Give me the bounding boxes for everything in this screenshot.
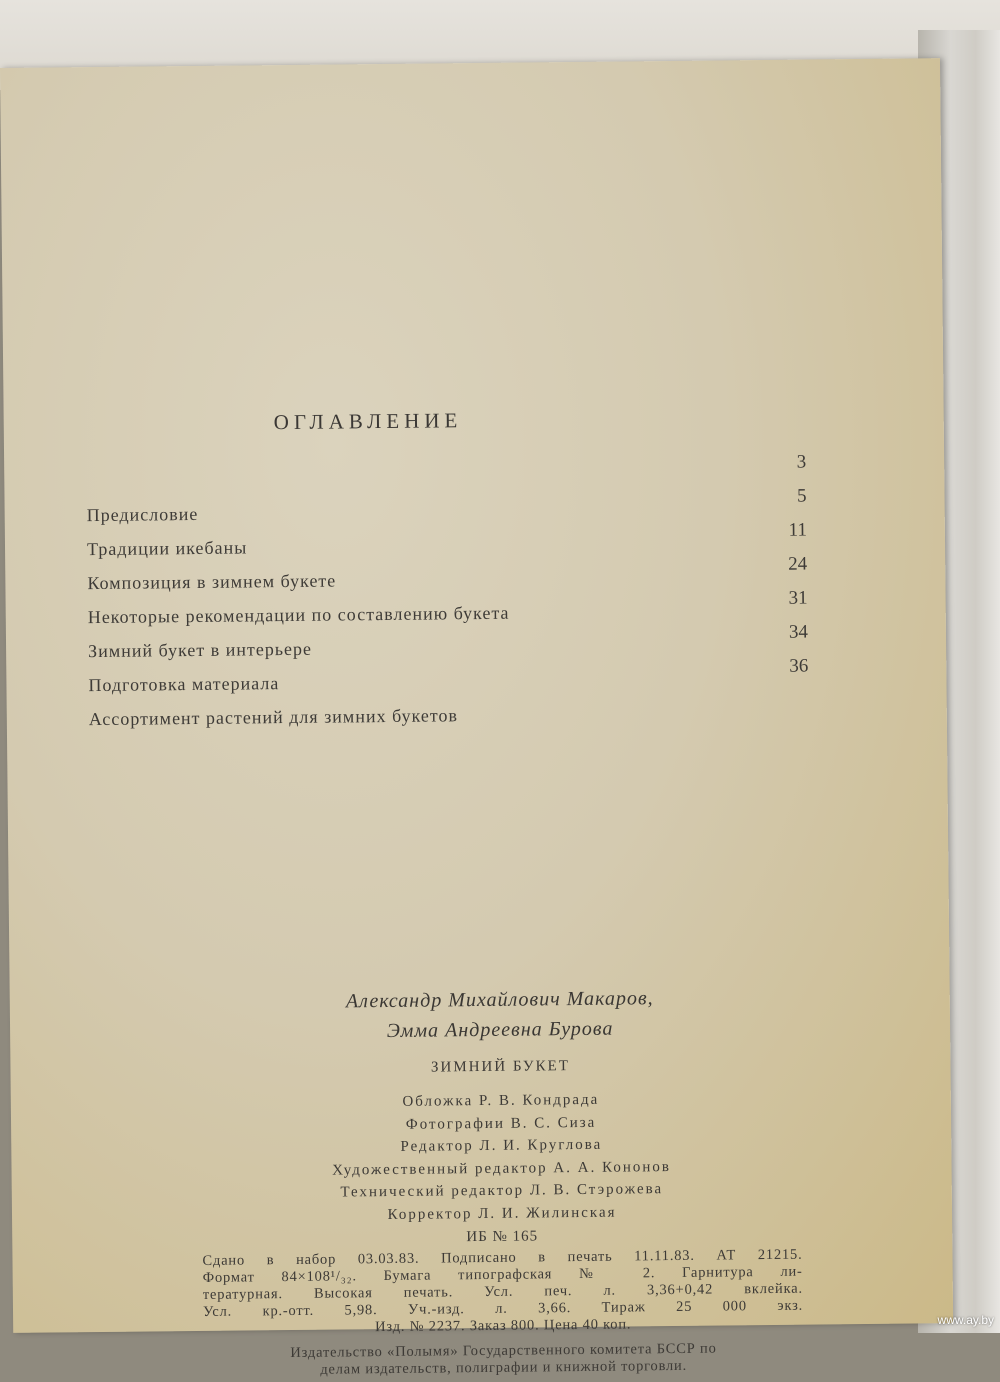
toc-page-number: 31 [788, 587, 808, 609]
print-details-line: Сдано в набор 03.03.83. Подписано в печать 11.11.83. АТ 21215. [202, 1246, 803, 1269]
toc-page-number: 11 [788, 519, 807, 541]
site-watermark: www.ay.by [937, 1313, 994, 1327]
credit-line: Редактор Л. И. Круглова [400, 1136, 603, 1155]
toc-title: ОГЛАВЛЕНИЕ [273, 408, 463, 435]
toc-label: Подготовка материала [88, 673, 280, 696]
credits-list [181, 1086, 822, 1228]
toc-page-number: 5 [796, 485, 807, 507]
toc-page-number: 24 [788, 553, 808, 575]
toc-label: Ассортимент растений для зимних букетов [88, 705, 459, 730]
book-page [0, 58, 953, 1378]
ib-number: ИБ № 165 [466, 1228, 539, 1246]
imprint-block [180, 981, 824, 1380]
publisher-line: делам издательств, полиграфии и книжной торговли. [320, 1357, 688, 1378]
author-name: Александр Михайлович Макаров, [345, 987, 654, 1013]
credit-line: Художественный редактор А. А. Кононов [332, 1158, 672, 1179]
print-details-line: тературная. Высокая печать. Усл. печ. л. 3,36+0,42 вклейка. [202, 1280, 803, 1303]
publisher [193, 1340, 813, 1380]
book-title: ЗИМНИЙ БУКЕТ [430, 1058, 571, 1076]
credit-line: Корректор Л. И. Жилинская [387, 1204, 617, 1223]
author-name: Эмма Андреевна Бурова [386, 1017, 614, 1043]
toc-page-number [749, 690, 809, 691]
authors [180, 981, 821, 1048]
toc-label: Предисловие [86, 503, 199, 526]
print-details-line: Усл. кр.-отт. 5,98. Уч.-изд. л. 3,66. Тираж 25 000 экз. [202, 1297, 804, 1320]
print-details-line: Изд. № 2237. Заказ 800. Цена 40 коп. [375, 1316, 632, 1336]
toc-page-number: 34 [788, 621, 809, 643]
credit-line: Обложка Р. В. Кондрада [402, 1091, 600, 1110]
toc-label: Некоторые рекомендации по составлению букета [87, 602, 510, 628]
toc-row [89, 690, 809, 732]
print-details [202, 1247, 803, 1338]
toc-page-number: 3 [796, 451, 807, 473]
credit-line: Фотографии В. С. Сиза [405, 1114, 597, 1133]
toc-page-number: 36 [789, 655, 809, 677]
publisher-line: Издательство «Полымя» Государственного комитета БССР по [290, 1340, 717, 1362]
print-details-line: Формат 84×108¹/₃₂. Бумага типографская № 2. Гарнитура ли- [202, 1263, 803, 1286]
toc-label: Зимний букет в интерьере [88, 638, 313, 662]
toc-label: Композиция в зимнем букете [87, 570, 337, 594]
toc-list [86, 452, 809, 732]
credit-line: Технический редактор Л. В. Стэрожева [340, 1181, 664, 1201]
toc-label: Традиции икебаны [86, 537, 248, 560]
